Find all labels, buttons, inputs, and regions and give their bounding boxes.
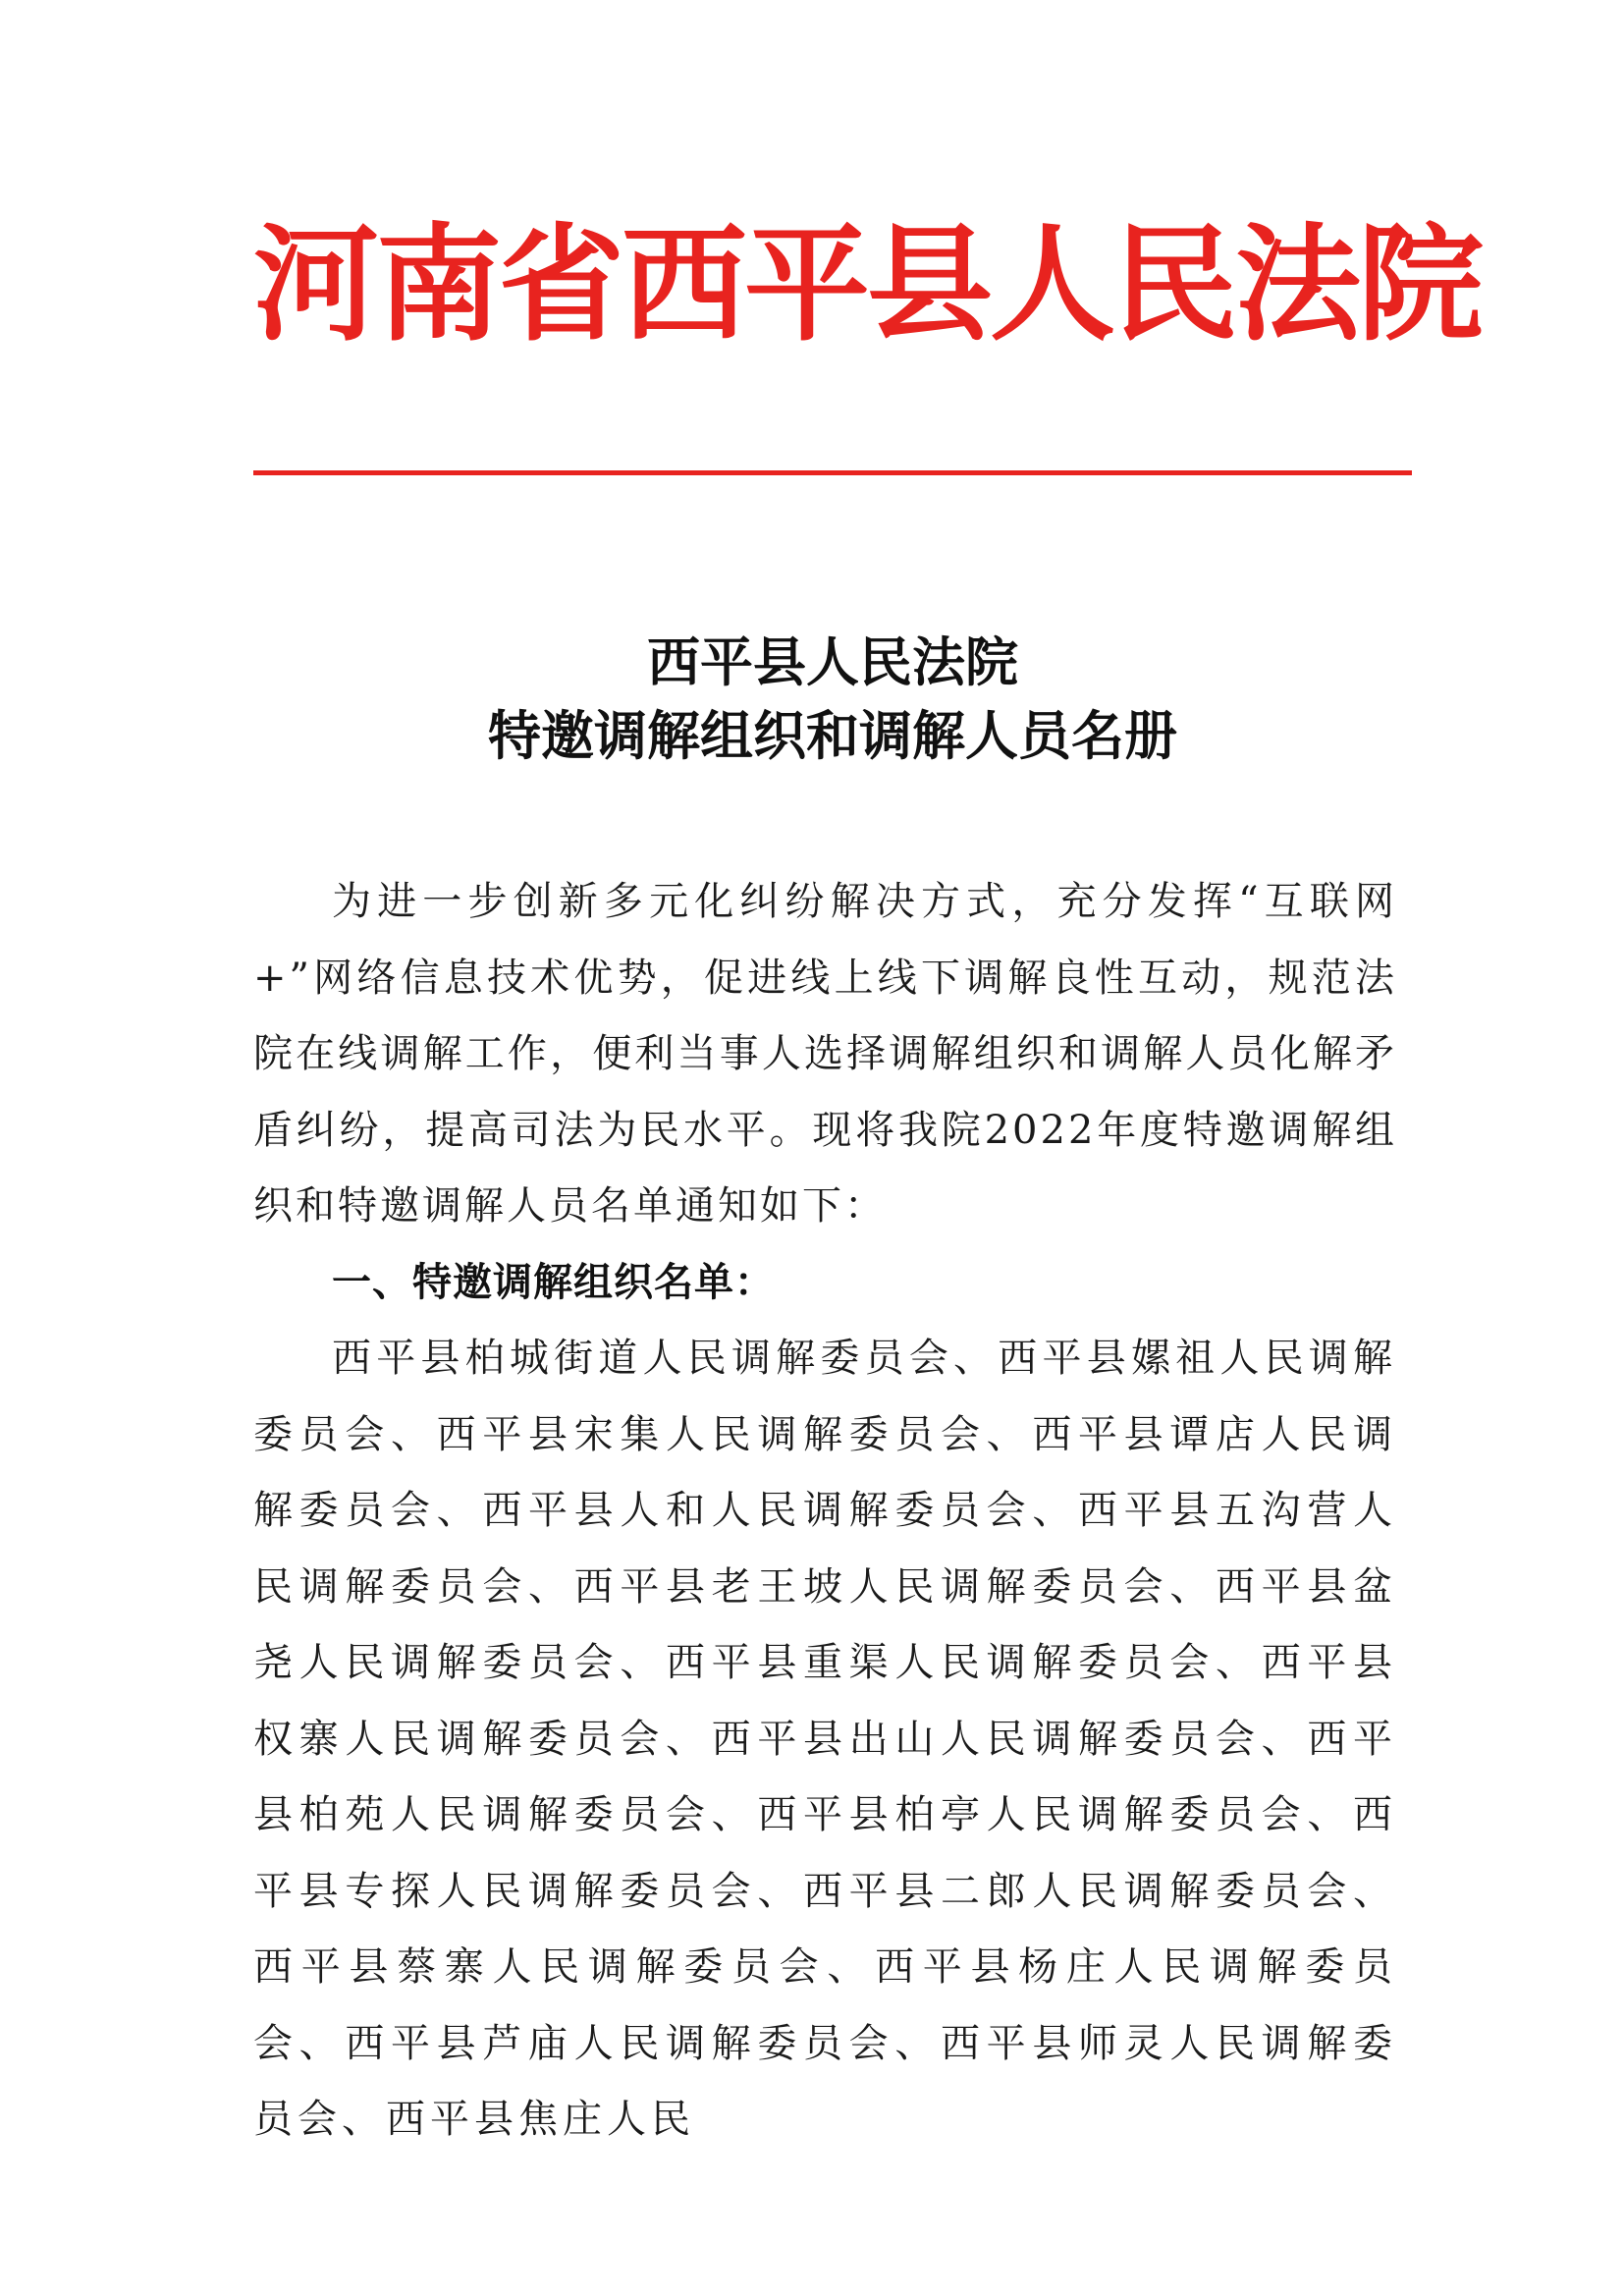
court-masthead: 河南省西平县人民法院	[253, 211, 1482, 358]
organization-item: 西平县重渠人民调解委员会	[666, 1640, 1217, 1685]
list-separator: 、	[342, 2097, 386, 2142]
list-separator: 、	[1307, 1792, 1354, 1837]
organization-item: 西平县宋集人民调解委员会	[436, 1411, 987, 1457]
organization-item: 西平县权寨人民调解委员会	[253, 1640, 1398, 1762]
organization-item: 西平县专探人民调解委员会	[253, 1792, 1398, 1914]
list-separator: 、	[711, 1792, 758, 1837]
list-separator: 、	[1169, 1563, 1217, 1610]
list-separator: 、	[894, 2020, 942, 2066]
list-separator: 、	[986, 1411, 1033, 1457]
organization-item: 西平县嫘祖人民调解委员会	[253, 1336, 1398, 1457]
list-separator: 、	[298, 2020, 346, 2066]
organization-item: 西平县蔡寨人民调解委员会	[253, 1944, 828, 1990]
organization-item: 西平县师灵人民调解委员会	[253, 2020, 1398, 2142]
list-separator: 、	[757, 1868, 804, 1914]
organization-item: 西平县焦庄人民	[386, 2097, 695, 2142]
list-separator: 、	[666, 1716, 712, 1762]
organization-item: 西平县柏城街道人民调解委员会	[332, 1336, 954, 1381]
list-separator: 、	[1261, 1716, 1308, 1762]
list-separator: 、	[1353, 1868, 1398, 1914]
organization-item: 西平县杨庄人民调解委员会	[253, 1944, 1398, 2066]
organization-list	[253, 1321, 1397, 2159]
list-separator: 、	[1216, 1640, 1262, 1685]
organization-item: 西平县五沟营人民调解委员会	[253, 1488, 1398, 1610]
document-body	[253, 864, 1397, 2159]
organization-item: 西平县出山人民调解委员会	[711, 1716, 1262, 1762]
document-title-line2: 特邀调解组织和调解人员名册	[488, 705, 1177, 767]
list-separator: 、	[620, 1640, 667, 1685]
intro-paragraph: 为进一步创新多元化纠纷解决方式，充分发挥“互联网+”网络信息技术优势，促进线上线下调解良性互动，规范法院在线调解工作，便利当事人选择调解组织和调解人员化解矛盾纠纷，提高司法为民水平。现将我院2022年度特邀调解组织和特邀调解人员名单通知如下：	[253, 879, 1397, 1229]
organization-item: 西平县柏亭人民调解委员会	[757, 1792, 1308, 1837]
document-title-line1: 西平县人民法院	[647, 631, 1018, 693]
list-separator: 、	[391, 1411, 437, 1457]
organization-item: 西平县谭店人民调解委员会	[253, 1411, 1398, 1533]
masthead-red-rule	[253, 470, 1412, 475]
organization-item: 西平县芦庙人民调解委员会	[345, 2020, 895, 2066]
organization-item: 西平县二郎人民调解委员会	[803, 1868, 1354, 1914]
list-separator: 、	[953, 1336, 999, 1381]
list-separator: 、	[528, 1563, 574, 1610]
list-separator: 、	[1032, 1488, 1079, 1533]
organization-item: 西平县老王坡人民调解委员会	[573, 1563, 1170, 1610]
list-separator: 、	[827, 1944, 876, 1990]
organization-item: 西平县柏苑人民调解委员会	[253, 1716, 1398, 1837]
organization-item: 西平县盆尧人民调解委员会	[253, 1563, 1398, 1685]
organization-item: 西平县人和人民调解委员会	[482, 1488, 1033, 1533]
section1-heading: 一、特邀调解组织名单：	[332, 1259, 775, 1305]
list-separator: 、	[436, 1488, 483, 1533]
